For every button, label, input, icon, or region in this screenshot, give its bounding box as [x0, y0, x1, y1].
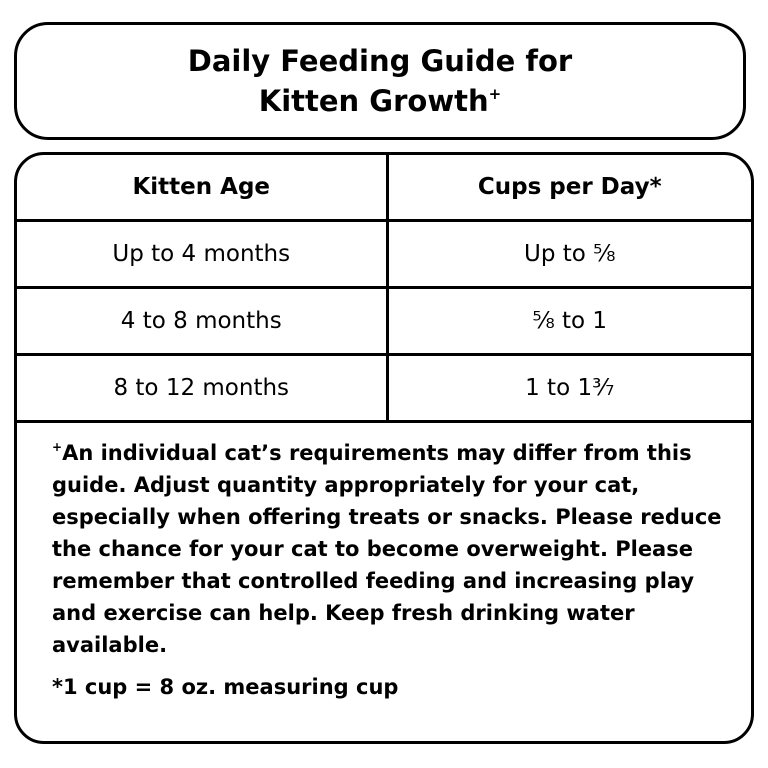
table-row — [17, 221, 751, 288]
footnotes — [52, 437, 742, 703]
table-cell-cups: Up to ⁵⁄₈ — [387, 221, 751, 288]
title-marker: + — [488, 85, 502, 103]
title-line-2: Kitten Growth — [258, 84, 489, 118]
table-cell-age: Up to 4 months — [17, 221, 387, 288]
feeding-table — [17, 155, 751, 423]
disclaimer-marker: + — [52, 440, 63, 454]
table-cell-age: 8 to 12 months — [17, 355, 387, 422]
table-row — [17, 355, 751, 422]
table-header-row — [17, 155, 751, 221]
table-cell-cups: 1 to 1³⁄₇ — [387, 355, 751, 422]
cup-measure-note: *1 cup = 8 oz. measuring cup — [52, 675, 399, 699]
table-cell-age: 4 to 8 months — [17, 288, 387, 355]
page-title — [188, 41, 572, 121]
table-row — [17, 288, 751, 355]
table-cell-cups: ⁵⁄₈ to 1 — [387, 288, 751, 355]
disclaimer-note — [52, 437, 742, 661]
feeding-table-box — [14, 152, 754, 744]
column-header-kitten-age: Kitten Age — [17, 155, 387, 221]
title-line-1: Daily Feeding Guide for — [187, 44, 573, 78]
disclaimer-text: An individual cat’s requirements may differ from this guide. Adjust quantity appropriately for your cat, especially when offering treats or snacks. Please reduce the chance for your cat to become overweight. Please remember that controlled feeding and increasing play and exercise can help. Keep fresh drinking water available. — [52, 441, 722, 657]
column-header-cups-per-day: Cups per Day* — [477, 174, 662, 200]
title-box — [14, 22, 746, 140]
